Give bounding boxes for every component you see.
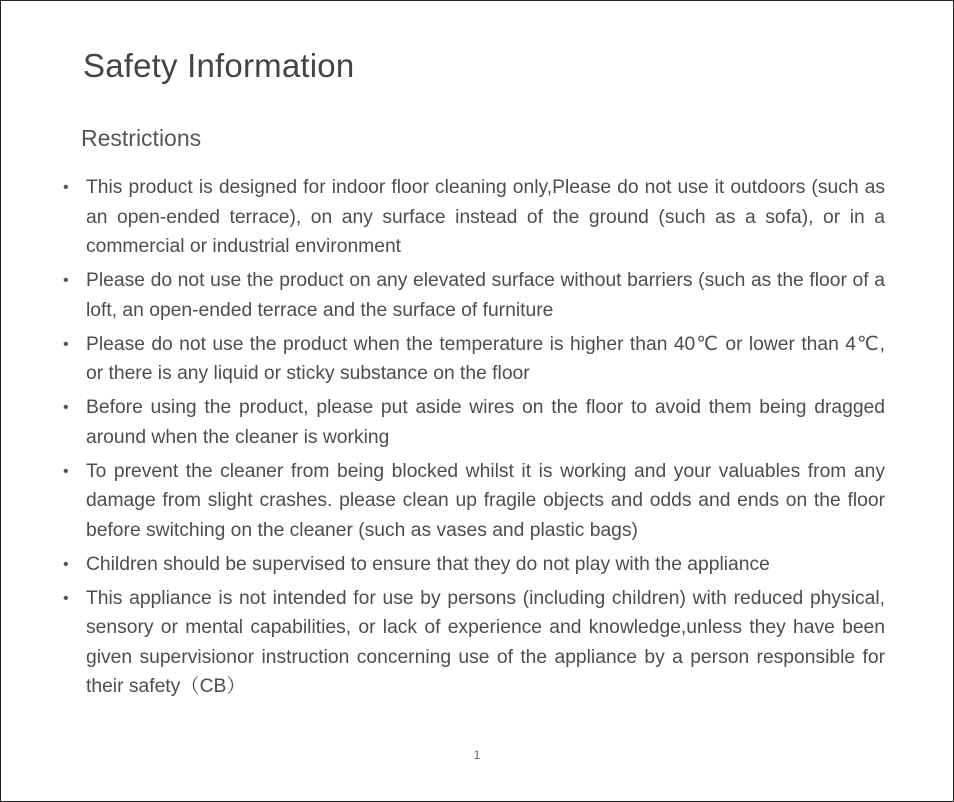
list-item — [63, 550, 885, 580]
bullet-icon: • — [63, 462, 69, 480]
list-item-text: Children should be supervised to ensure that they do not play with the appliance — [86, 553, 770, 575]
list-item — [63, 584, 885, 702]
bullet-icon: • — [63, 399, 69, 416]
list-item-text: Before using the product, please put aside wires on the floor to avoid them being dragged around when the cleaner is working — [86, 397, 885, 448]
list-item — [63, 393, 885, 452]
list-item — [63, 173, 885, 262]
bullet-icon: • — [63, 335, 69, 353]
section-heading: Restrictions — [81, 125, 202, 151]
list-item — [63, 266, 885, 325]
list-item-text: Please do not use the product on any elevated surface without barriers (such as the floor of a loft, an open-ended terrace and the surface of furniture — [86, 270, 885, 321]
page-number: 1 — [473, 748, 481, 762]
list-item-text: To prevent the cleaner from being blocked whilst it is working and your valuables from any damage from slight crashes. please clean up fragile objects and odds and ends on the floor before switching on the cleaner (such as vases and plastic bags) — [86, 460, 885, 541]
list-item-text: This product is designed for indoor floor cleaning only,Please do not use it outdoors (such as an open-ended terrace), on any surface instead of the ground (such as a sofa), or in a commercial or industrial environment — [86, 177, 885, 257]
page-title: Safety Information — [83, 47, 355, 84]
bullet-icon: • — [63, 179, 69, 196]
bullet-icon: • — [63, 272, 69, 289]
list-item — [63, 330, 885, 389]
list-item-text: Please do not use the product when the temperature is higher than 40℃ or lower than 4℃, or there is any liquid or sticky substance on the floor — [86, 333, 885, 384]
list-item — [63, 457, 885, 546]
restrictions-list — [63, 173, 885, 706]
list-item-text: This appliance is not intended for use by persons (including children) with reduced physical, sensory or mental capabilities, or lack of experience and knowledge,unless they have been given supervisionor instruction concerning use of the appliance by a person responsible for their safety（CB） — [86, 587, 885, 697]
bullet-icon: • — [63, 555, 69, 573]
bullet-icon: • — [63, 589, 69, 607]
